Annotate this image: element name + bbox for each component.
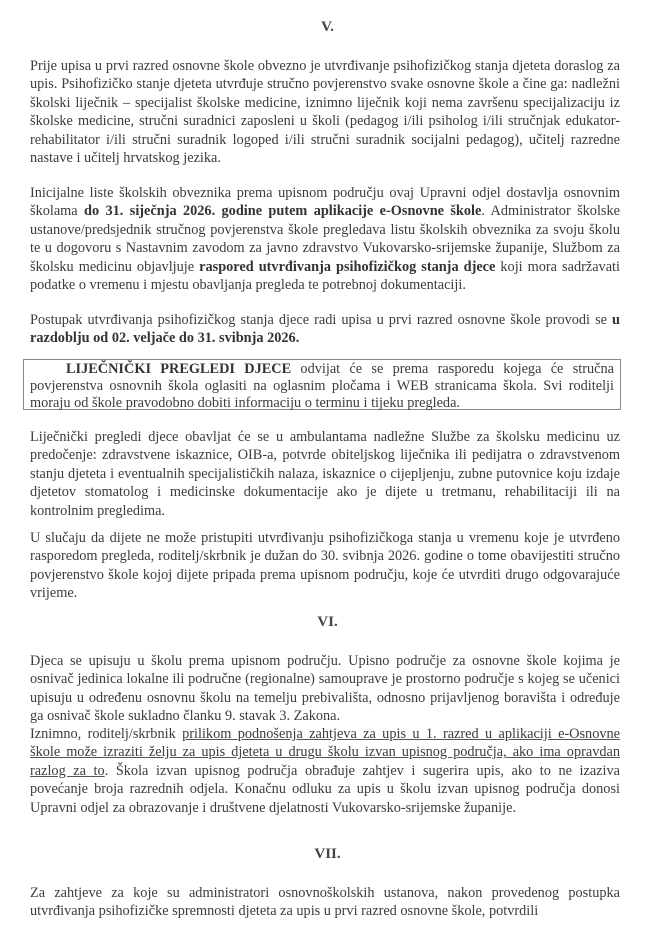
section-heading-vi: VI. <box>317 614 338 630</box>
underlined-exception-text: prilikom podnošenja zahtjeva za upis u 1. razred u aplikaciji e-Osnovne škole može izraziti želju za upis djeteta u drugu školu izvan upisnog područja, ako ima opravdan razlog za to <box>30 726 621 779</box>
paragraph-psychophysical-assessment: Prije upisa u prvi razred osnovne škole obvezno je utvrđivanje psihofizičkog stanja djeteta doraslog za upis. Psihofizičko stanje djeteta utvrđuje stručno povjerenstvo svake osnovne škole a čine ga: nadležni školski liječnik – specijalist školske medicine, iznimno liječnik koji nema završenu specijalizaciju iz školske medicine, stručni suradnici zaposleni u školi (pedagog i/ili psiholog i/ili stručnjak edukator-rehabilitator i/ili stručni suradnik logoped i/ili stručni suradnik socijalni pedagog), učitelj razredne nastave i učitelj hrvatskog jezika. <box>30 58 620 167</box>
paragraph-missed-assessment: U slučaju da dijete ne može pristupiti utvrđivanju psihofizičkoga stanja u vremenu koje je utvrđeno rasporedom pregleda, roditelj/skrbnik je dužan do 30. svibnja 2026. godine o tome obavijestiti stručno povjerenstvo škole kojoj dijete pripada prema upisnom području, koje će utvrditi drugo odgovarajuće vrijeme. <box>30 530 620 602</box>
paragraph-medical-documents: Liječnički pregledi djece obavljat će se u ambulantama nadležne Službe za školsku medicinu uz predočenje: zdravstvene iskaznice, OIB-a, potvrde obiteljskog liječnika ili pedijatra o zdravstvenom stanju djeteta i eventualnih specijalističkih nalaza, iskaznice o cijepljenju, zubne putovnice koju izdaje djetetov stomatolog i medicinske dokumentacije ako je dijete u tretmanu, rehabilitaciji ili na kontrolnim pregledima. <box>30 429 620 519</box>
paragraph-initial-lists: Inicijalne liste školskih obveznika prema upisnom području ovaj Upravni odjel dostavlja osnovnim školama do 31. siječnja 2026. godine putem aplikacije e-Osnovne škole. Administrator školske ustanove/predsjednik stručnog povjerenstva škole pregledava listu školskih obveznika za svoju školu te u dogovoru s Nastavnim zavodom za javno zdravstvo Vukovarsko-srijemske županije, Službom za školsku medicinu objavljuje raspored utvrđivanja psihofizičkog stanja djece koji mora sadržavati podatke o vremenu i mjestu obavljanja pregleda te potrebnoj dokumentaciji. <box>30 185 620 294</box>
medical-exams-notice-box <box>23 359 621 410</box>
medical-exams-notice: LIJEČNIČKI PREGLEDI DJECE odvijat će se prema rasporedu kojega će stručna povjerenstva osnovnih škola oglasiti na oglasnim pločama i WEB stranicama škola. Svi roditelji moraju od škole pravodobno dobiti informaciju o terminu i tijeku pregleda. <box>30 361 614 411</box>
period-bold: u razdoblju od 02. veljače do 31. svibnja 2026. <box>30 312 620 347</box>
schedule-bold: raspored utvrđivanja psihofizičkog stanja djece <box>199 258 496 275</box>
paragraph-confirmed-requests: Za zahtjeve za koje su administratori osnovnoškolskih ustanova, nakon provedenog postupka utvrđivanja psihofizičke spremnosti djeteta za upis u prvi razred osnovne škole, potvrdili <box>30 885 620 920</box>
paragraph-exception-request: Iznimno, roditelj/skrbnik prilikom podnošenja zahtjeva za upis u 1. razred u aplikaciji e-Osnovne škole može izraziti želju za upis djeteta u drugu školu izvan upisnog područja, ako ima opravdan razlog za to. Škola izvan upisnog područja obrađuje zahtjev i sugerira upis, ako to ne izaziva povećanje broja razrednih odjela. Konačnu odluku za upis u školu izvan upisnog područja donosi Upravni odjel za obrazovanje i društvene djelatnosti Vukovarsko-srijemske županije. <box>30 726 621 816</box>
medical-exams-title: LIJEČNIČKI PREGLEDI DJECE <box>66 361 292 377</box>
section-heading-vii: VII. <box>314 846 341 862</box>
paragraph-procedure-period: Postupak utvrđivanja psihofizičkog stanja djece radi upisa u prvi razred osnovne škole provodi se u razdoblju od 02. veljače do 31. svibnja 2026. <box>30 312 620 347</box>
deadline-bold: do 31. siječnja 2026. godine putem aplikacije e-Osnovne škole <box>84 203 482 220</box>
section-heading-v: V. <box>321 19 334 35</box>
paragraph-enrollment-area: Djeca se upisuju u školu prema upisnom području. Upisno područje za osnovne škole kojima je osnivač jedinica lokalne ili područne (regionalne) samouprave je prostorno područje s kojeg se učenici upisuju u određenu osnovnu školu na temelju prebivališta, odnosno prijavljenog boravišta i određuje ga osnivač škole sukladno članku 9. stavak 3. Zakona. <box>30 653 620 725</box>
